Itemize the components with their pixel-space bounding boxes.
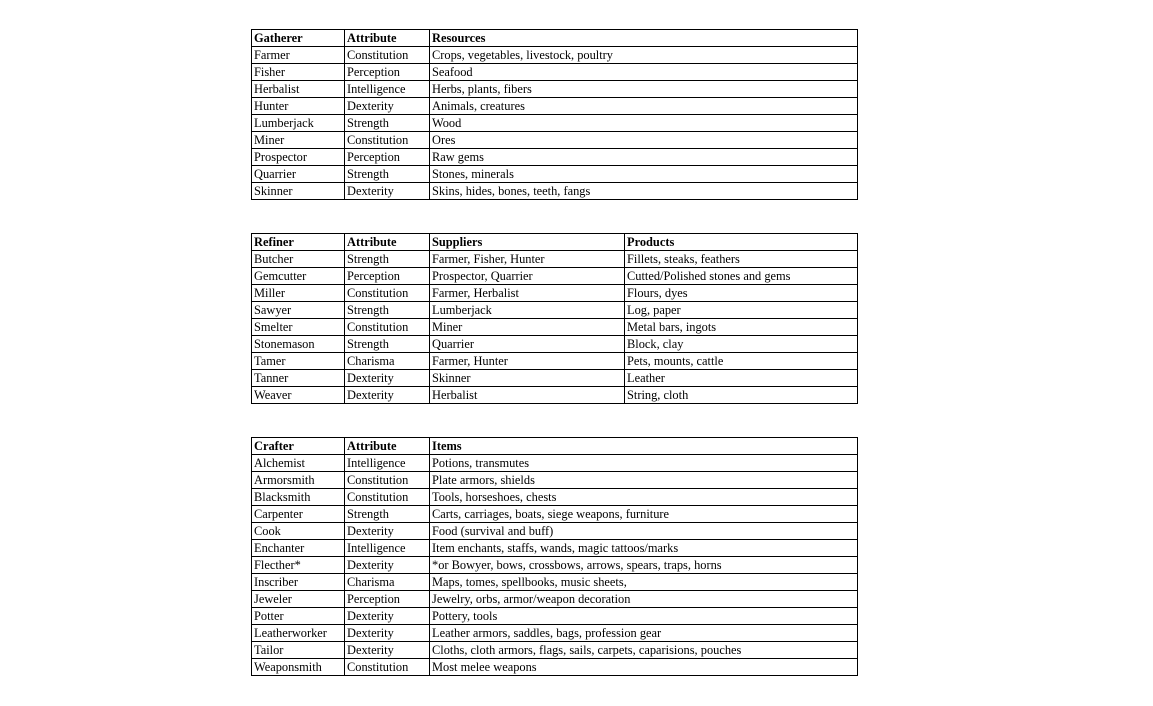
table-cell[interactable]: Quarrier [430, 336, 625, 353]
table-row [252, 557, 858, 574]
table-row [252, 506, 858, 523]
table-row [252, 251, 858, 268]
table-cell[interactable]: Charisma [345, 574, 430, 591]
table-cell[interactable]: Strength [345, 336, 430, 353]
table-cell[interactable]: Constitution [345, 285, 430, 302]
table-cell[interactable]: Wood [430, 115, 858, 132]
table-cell[interactable]: Constitution [345, 132, 430, 149]
table-cell[interactable]: Dexterity [345, 98, 430, 115]
table-row [252, 625, 858, 642]
table-row [252, 387, 858, 404]
header-cell[interactable]: Attribute [345, 30, 430, 47]
table-cell[interactable]: Tanner [252, 370, 345, 387]
table-row [252, 98, 858, 115]
table-cell[interactable]: Fillets, steaks, feathers [625, 251, 858, 268]
table-cell[interactable]: Miner [252, 132, 345, 149]
gatherer-table [251, 29, 858, 200]
table-cell[interactable]: Flecther* [252, 557, 345, 574]
table-row [252, 183, 858, 200]
header-cell[interactable]: Resources [430, 30, 858, 47]
table-row [252, 455, 858, 472]
table-cell[interactable]: Farmer, Herbalist [430, 285, 625, 302]
table-cell[interactable]: Item enchants, staffs, wands, magic tattoos/marks [430, 540, 858, 557]
table-row [252, 302, 858, 319]
table-cell[interactable]: Constitution [345, 319, 430, 336]
table-cell[interactable]: Pottery, tools [430, 608, 858, 625]
table-cell[interactable]: Strength [345, 115, 430, 132]
table-cell[interactable]: *or Bowyer, bows, crossbows, arrows, spears, traps, horns [430, 557, 858, 574]
table-cell[interactable]: Skinner [430, 370, 625, 387]
table-cell[interactable]: Raw gems [430, 149, 858, 166]
table-row [252, 591, 858, 608]
table-cell[interactable]: Miner [430, 319, 625, 336]
table-cell[interactable]: Farmer, Hunter [430, 353, 625, 370]
table-cell[interactable]: Inscriber [252, 574, 345, 591]
table-cell[interactable]: Constitution [345, 472, 430, 489]
table-cell[interactable]: Prospector, Quarrier [430, 268, 625, 285]
header-cell[interactable]: Gatherer [252, 30, 345, 47]
table-cell[interactable]: Block, clay [625, 336, 858, 353]
table-row [252, 472, 858, 489]
table-cell[interactable]: Carpenter [252, 506, 345, 523]
table-cell[interactable]: Farmer [252, 47, 345, 64]
table-cell[interactable]: Intelligence [345, 81, 430, 98]
table-row [252, 489, 858, 506]
table-cell[interactable]: Dexterity [345, 183, 430, 200]
table-row [252, 132, 858, 149]
table-cell[interactable]: Animals, creatures [430, 98, 858, 115]
table-cell[interactable]: Armorsmith [252, 472, 345, 489]
table-cell[interactable]: Dexterity [345, 625, 430, 642]
table-cell[interactable]: Intelligence [345, 540, 430, 557]
table-cell[interactable]: Stonemason [252, 336, 345, 353]
table-row [252, 370, 858, 387]
header-cell[interactable]: Suppliers [430, 234, 625, 251]
header-cell[interactable]: Attribute [345, 438, 430, 455]
table-cell[interactable]: Constitution [345, 489, 430, 506]
table-row [252, 47, 858, 64]
table-cell[interactable]: Strength [345, 166, 430, 183]
table-cell[interactable]: Cutted/Polished stones and gems [625, 268, 858, 285]
table-cell[interactable]: Lumberjack [252, 115, 345, 132]
table-cell[interactable]: Prospector [252, 149, 345, 166]
table-cell[interactable]: Leather [625, 370, 858, 387]
table-cell[interactable]: Dexterity [345, 608, 430, 625]
table-row [252, 574, 858, 591]
table-row [252, 81, 858, 98]
table-cell[interactable]: Jeweler [252, 591, 345, 608]
table-cell[interactable]: Skins, hides, bones, teeth, fangs [430, 183, 858, 200]
table-cell[interactable]: Most melee weapons [430, 659, 858, 676]
table-row [252, 523, 858, 540]
table-cell[interactable]: Potions, transmutes [430, 455, 858, 472]
table-cell[interactable]: Charisma [345, 353, 430, 370]
table-row [252, 336, 858, 353]
table-cell[interactable]: Hunter [252, 98, 345, 115]
table-cell[interactable]: Perception [345, 64, 430, 81]
header-cell[interactable]: Crafter [252, 438, 345, 455]
table-cell[interactable]: Strength [345, 506, 430, 523]
table-row [252, 115, 858, 132]
header-cell[interactable]: Refiner [252, 234, 345, 251]
table-cell[interactable]: String, cloth [625, 387, 858, 404]
table-cell[interactable]: Miller [252, 285, 345, 302]
table-cell[interactable]: Perception [345, 591, 430, 608]
table-cell[interactable]: Flours, dyes [625, 285, 858, 302]
table-cell[interactable]: Metal bars, ingots [625, 319, 858, 336]
table-cell[interactable]: Perception [345, 268, 430, 285]
table-cell[interactable]: Gemcutter [252, 268, 345, 285]
table-cell[interactable]: Dexterity [345, 370, 430, 387]
table-cell[interactable]: Dexterity [345, 557, 430, 574]
table-cell[interactable]: Butcher [252, 251, 345, 268]
table-row [252, 659, 858, 676]
table-cell[interactable]: Weaponsmith [252, 659, 345, 676]
table-cell[interactable]: Cook [252, 523, 345, 540]
table-cell[interactable]: Alchemist [252, 455, 345, 472]
header-cell[interactable]: Products [625, 234, 858, 251]
table-cell[interactable]: Perception [345, 149, 430, 166]
table-cell[interactable]: Dexterity [345, 642, 430, 659]
table-cell[interactable]: Quarrier [252, 166, 345, 183]
table-header-row [252, 234, 858, 251]
table-cell[interactable]: Maps, tomes, spellbooks, music sheets, [430, 574, 858, 591]
table-row [252, 64, 858, 81]
table-row [252, 608, 858, 625]
table-cell[interactable]: Strength [345, 251, 430, 268]
table-cell[interactable]: Blacksmith [252, 489, 345, 506]
table-cell[interactable]: Weaver [252, 387, 345, 404]
table-cell[interactable]: Jewelry, orbs, armor/weapon decoration [430, 591, 858, 608]
table-row [252, 268, 858, 285]
table-cell[interactable]: Herbs, plants, fibers [430, 81, 858, 98]
table-cell[interactable]: Herbalist [252, 81, 345, 98]
table-cell[interactable]: Crops, vegetables, livestock, poultry [430, 47, 858, 64]
crafter-table [251, 437, 858, 676]
table-cell[interactable]: Fisher [252, 64, 345, 81]
table-cell[interactable]: Enchanter [252, 540, 345, 557]
table-cell[interactable]: Carts, carriages, boats, siege weapons, furniture [430, 506, 858, 523]
refiner-table [251, 233, 858, 404]
table-cell[interactable]: Dexterity [345, 387, 430, 404]
table-row [252, 149, 858, 166]
table-cell[interactable]: Constitution [345, 47, 430, 64]
table-cell[interactable]: Constitution [345, 659, 430, 676]
table-row [252, 166, 858, 183]
table-cell[interactable]: Farmer, Fisher, Hunter [430, 251, 625, 268]
table-row [252, 353, 858, 370]
table-cell[interactable]: Skinner [252, 183, 345, 200]
table-cell[interactable]: Plate armors, shields [430, 472, 858, 489]
table-cell[interactable]: Seafood [430, 64, 858, 81]
table-header-row [252, 438, 858, 455]
table-cell[interactable]: Herbalist [430, 387, 625, 404]
table-cell[interactable]: Stones, minerals [430, 166, 858, 183]
table-cell[interactable]: Log, paper [625, 302, 858, 319]
table-cell[interactable]: Leatherworker [252, 625, 345, 642]
table-cell[interactable]: Potter [252, 608, 345, 625]
table-cell[interactable]: Sawyer [252, 302, 345, 319]
table-row [252, 642, 858, 659]
table-cell[interactable]: Tamer [252, 353, 345, 370]
header-cell[interactable]: Items [430, 438, 858, 455]
table-header-row [252, 30, 858, 47]
table-cell[interactable]: Leather armors, saddles, bags, profession gear [430, 625, 858, 642]
table-cell[interactable]: Cloths, cloth armors, flags, sails, carpets, caparisions, pouches [430, 642, 858, 659]
table-row [252, 285, 858, 302]
table-cell[interactable]: Pets, mounts, cattle [625, 353, 858, 370]
table-cell[interactable]: Dexterity [345, 523, 430, 540]
table-row [252, 319, 858, 336]
table-cell[interactable]: Intelligence [345, 455, 430, 472]
table-cell[interactable]: Tools, horseshoes, chests [430, 489, 858, 506]
table-cell[interactable]: Smelter [252, 319, 345, 336]
table-row [252, 540, 858, 557]
table-cell[interactable]: Ores [430, 132, 858, 149]
table-cell[interactable]: Tailor [252, 642, 345, 659]
table-cell[interactable]: Strength [345, 302, 430, 319]
header-cell[interactable]: Attribute [345, 234, 430, 251]
table-cell[interactable]: Food (survival and buff) [430, 523, 858, 540]
table-cell[interactable]: Lumberjack [430, 302, 625, 319]
